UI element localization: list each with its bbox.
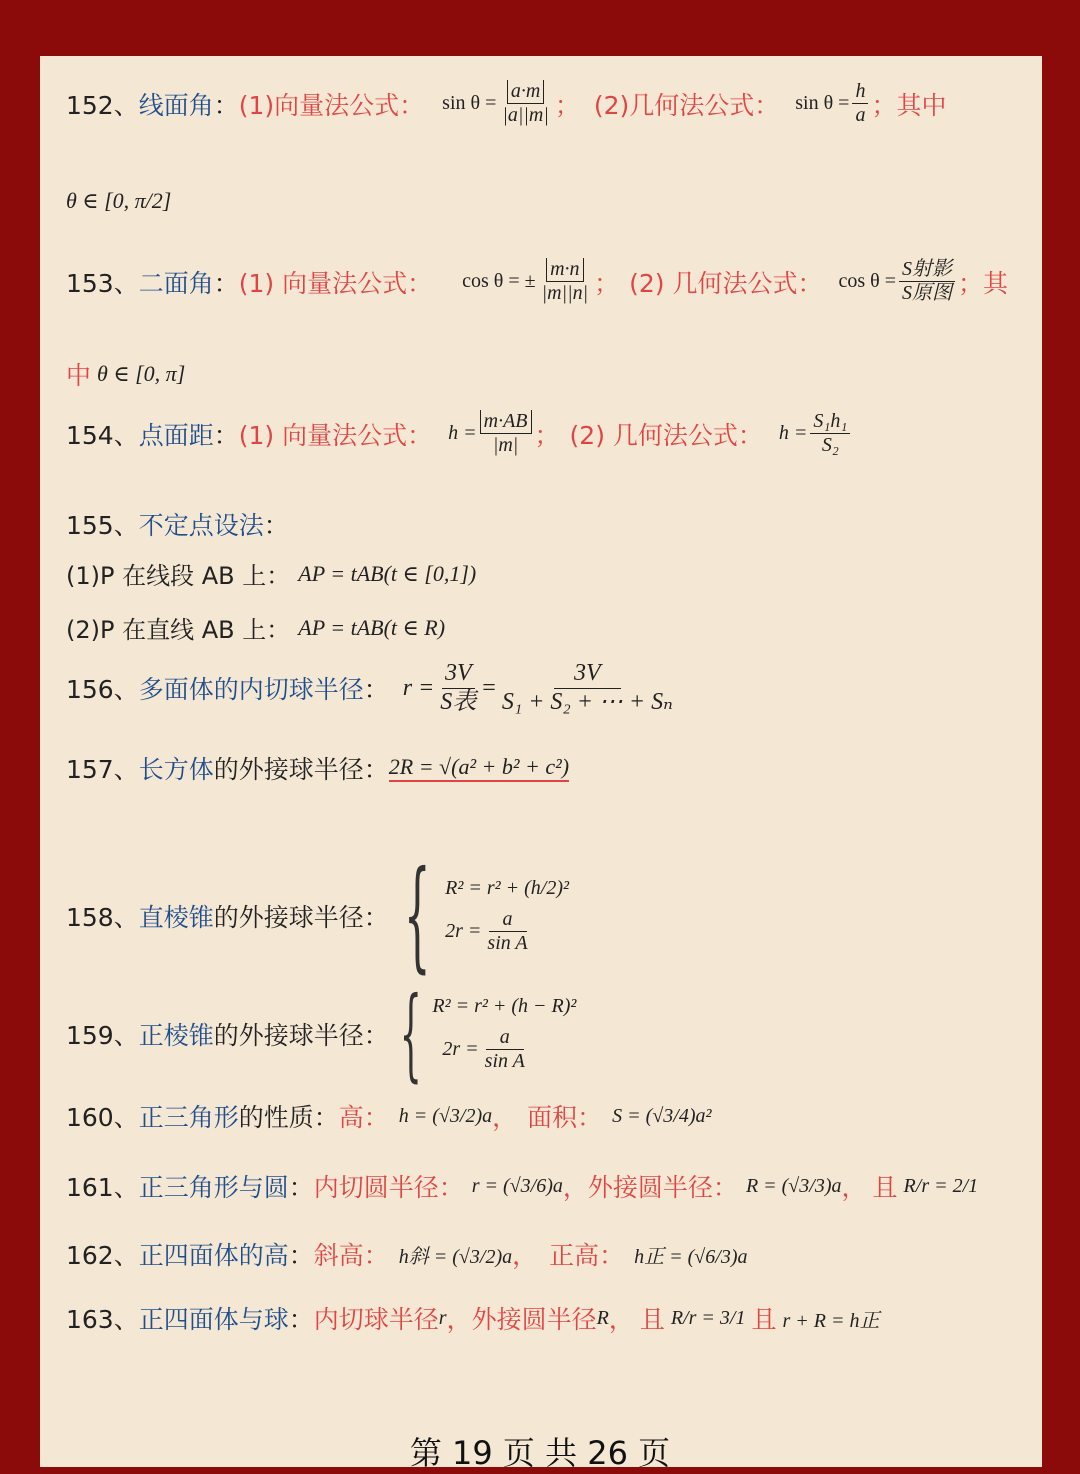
method-1-label: (1)向量法公式：: [238, 90, 425, 120]
item-152-range: [66, 188, 171, 214]
ratio-formula: R/r = 2/1: [903, 1174, 979, 1197]
and-label-2: 且: [751, 1305, 777, 1334]
separator: ，: [492, 1103, 518, 1132]
item-title: 二面角: [138, 268, 214, 298]
separator: ；: [534, 420, 560, 450]
inradius-label: 内切圆半径：: [313, 1173, 464, 1202]
colon: ：: [213, 90, 239, 120]
equation-1: R² = r² + (h/2)²: [445, 877, 569, 899]
theta-range: θ ∈ [0, π/2]: [66, 188, 172, 213]
fraction-numerator: a: [486, 1026, 524, 1050]
fraction-denominator: S表: [440, 688, 477, 715]
item-number: 158、: [66, 903, 139, 932]
item-163: [66, 1300, 879, 1336]
formula-cos-lhs-2: cos θ =: [838, 270, 896, 292]
colon: ：: [288, 1173, 314, 1202]
colon: ：: [363, 675, 389, 705]
item-title: 不定点设法: [138, 511, 264, 540]
item-153-range: [66, 356, 185, 392]
formula-cos-lhs: cos θ = ±: [462, 270, 536, 292]
equation-2: [442, 1026, 576, 1073]
colon: ：: [213, 420, 239, 450]
item-title-a: 正棱锥: [138, 1021, 214, 1050]
item-title-a: 长方体: [138, 755, 214, 784]
formula-geometric-fraction: [852, 80, 868, 127]
formula: 2R = √(a² + b² + c²): [389, 754, 569, 782]
height-formula: h正 = (√6/3)a: [634, 1245, 748, 1268]
item-number: 163、: [66, 1305, 139, 1334]
item-title: 多面体的内切球半径: [138, 675, 364, 705]
page-footer: 第 19 页 共 26 页: [409, 1434, 671, 1472]
item-title-b: 的外接球半径: [213, 903, 364, 932]
fraction-numerator: 3V: [554, 660, 621, 689]
case-label: (1)P 在线段 AB 上：: [66, 562, 291, 590]
item-155-line-2: [66, 610, 445, 645]
fraction-denominator: S₂: [821, 434, 839, 456]
item-162: [66, 1236, 748, 1272]
fraction-numerator: h: [852, 80, 868, 104]
item-number: 161、: [66, 1173, 139, 1202]
tail-text: ；其中: [871, 90, 947, 120]
fraction-numerator: 3V: [442, 660, 475, 689]
item-156: [66, 660, 679, 716]
equals-sign: =: [482, 674, 496, 701]
item-number: 153、: [66, 268, 139, 298]
item-title: 点面距: [138, 420, 214, 450]
item-title-b: 的外接球半径: [213, 755, 364, 784]
equation-system: [445, 877, 569, 955]
item-number: 162、: [66, 1241, 139, 1270]
left-brace: {: [403, 846, 431, 985]
formula-vector-fraction: [480, 410, 532, 457]
formula-h-lhs: h =: [448, 422, 477, 444]
item-title-a: 直棱锥: [138, 903, 214, 932]
separator: ；: [554, 90, 580, 120]
item-title: 线面角: [138, 90, 214, 120]
separator: ，: [512, 1241, 538, 1270]
fraction-numerator: a·m: [507, 80, 544, 104]
fraction-denominator: S₁ + S₂ + ⋯ + Sₙ: [501, 688, 673, 715]
equation-2: [445, 908, 569, 955]
circumradius-formula: R = (√3/3)a: [745, 1174, 842, 1197]
fraction: [484, 908, 530, 955]
left-brace: {: [399, 975, 422, 1092]
fraction-numerator: S射影: [899, 258, 955, 282]
item-number: 154、: [66, 420, 139, 450]
item-157: [66, 750, 569, 786]
item-number: 155、: [66, 511, 139, 540]
separator: ，: [446, 1305, 472, 1334]
fraction-denominator: |a||m|: [502, 104, 549, 126]
fraction-denominator: sin A: [487, 932, 528, 954]
fraction-numerator: S₁h₁: [810, 410, 850, 434]
item-155: [66, 506, 289, 542]
fraction-numerator: m·n: [546, 258, 583, 282]
height-label: 高：: [338, 1103, 389, 1132]
fraction-denominator: |m|: [492, 434, 519, 456]
fraction-denominator: |m||n|: [541, 282, 589, 304]
method-1-label: (1) 向量法公式：: [238, 268, 433, 298]
equation-1: R² = r² + (h − R)²: [432, 995, 577, 1017]
fraction-numerator: a: [489, 908, 527, 932]
separator: ，: [608, 1305, 634, 1334]
slant-height-label: 斜高：: [313, 1241, 389, 1270]
fraction-denominator: sin A: [484, 1050, 525, 1072]
ratio-formula: R/r = 3/1: [670, 1306, 746, 1329]
formula-vector-fraction: [539, 258, 591, 305]
circumsphere-variable: R: [596, 1306, 609, 1329]
colon: ：: [313, 1103, 339, 1132]
colon: ：: [288, 1305, 314, 1334]
case-formula: AP = tAB(t ∈ R): [298, 614, 446, 640]
fraction-1: [437, 660, 479, 716]
formula-sin-lhs-2: sin θ =: [795, 92, 850, 114]
formula-geometric-fraction: [899, 258, 955, 305]
fraction-2: [499, 660, 676, 716]
item-158: [66, 846, 569, 985]
circumsphere-label: 外接圆半径: [471, 1305, 597, 1334]
item-154: [66, 410, 853, 457]
item-number: 157、: [66, 755, 139, 784]
equation-lhs: 2r =: [442, 1038, 479, 1060]
tail-text-2: 中: [66, 361, 92, 390]
inradius-formula: r = (√3/6)a: [471, 1174, 563, 1197]
case-formula: AP = tAB(t ∈ [0,1]): [298, 560, 477, 586]
and-label: 且: [639, 1305, 665, 1334]
item-152: [66, 80, 946, 127]
colon: ：: [363, 903, 389, 932]
circumradius-label: 外接圆半径：: [587, 1173, 738, 1202]
equation-lhs: 2r =: [445, 920, 482, 942]
and-label: 且: [872, 1173, 898, 1202]
formula-lhs: r =: [402, 674, 435, 701]
separator: ；: [594, 268, 620, 298]
item-title-a: 正三角形: [138, 1103, 239, 1132]
area-formula: S = (√3/4)a²: [612, 1104, 712, 1127]
theta-range: θ ∈ [0, π]: [97, 361, 186, 386]
formula-h-lhs-2: h =: [778, 422, 808, 444]
item-title: 正三角形与圆: [138, 1173, 289, 1202]
item-number: 156、: [66, 675, 139, 705]
formula-sin-lhs: sin θ =: [442, 92, 497, 114]
slant-height-formula: h斜 = (√3/2)a: [398, 1245, 513, 1268]
separator: ，: [562, 1173, 588, 1202]
item-153: [66, 258, 1008, 305]
fraction-denominator: S原图: [901, 282, 952, 304]
colon: ：: [363, 755, 389, 784]
colon: ：: [213, 268, 239, 298]
colon: ：: [363, 1021, 389, 1050]
item-161: [66, 1168, 978, 1204]
method-1-label: (1) 向量法公式：: [238, 420, 433, 450]
colon: ：: [288, 1241, 314, 1270]
equation-system: [432, 995, 576, 1073]
item-title: 正四面体的高: [138, 1241, 289, 1270]
fraction-denominator: a: [855, 104, 866, 126]
fraction: [482, 1026, 528, 1073]
separator: ，: [841, 1173, 867, 1202]
method-2-label: (2)几何法公式：: [593, 90, 780, 120]
item-title: 正四面体与球: [138, 1305, 289, 1334]
height-formula: h = (√3/2)a: [398, 1104, 493, 1127]
item-160: [66, 1098, 712, 1134]
item-155-line-1: [66, 556, 476, 591]
colon: ：: [263, 511, 289, 540]
insphere-label: 内切球半径: [313, 1305, 439, 1334]
item-159: [66, 975, 577, 1092]
item-number: 160、: [66, 1103, 139, 1132]
item-title-b: 的外接球半径: [213, 1021, 364, 1050]
insphere-variable: r: [438, 1306, 447, 1329]
item-number: 152、: [66, 90, 139, 120]
fraction-numerator: m·AB: [480, 410, 532, 434]
item-number: 159、: [66, 1021, 139, 1050]
sum-formula: r + R = h正: [782, 1309, 880, 1332]
method-2-label: (2) 几何法公式：: [629, 268, 823, 298]
formula-vector-fraction: [499, 80, 551, 127]
method-2-label: (2) 几何法公式：: [569, 420, 763, 450]
formula-geometric-fraction: [810, 410, 850, 457]
tail-text: ；其: [957, 268, 1008, 298]
item-title-b: 的性质: [238, 1103, 314, 1132]
area-label: 面积：: [527, 1103, 603, 1132]
case-label: (2)P 在直线 AB 上：: [66, 616, 291, 644]
height-label: 正高：: [549, 1241, 625, 1270]
